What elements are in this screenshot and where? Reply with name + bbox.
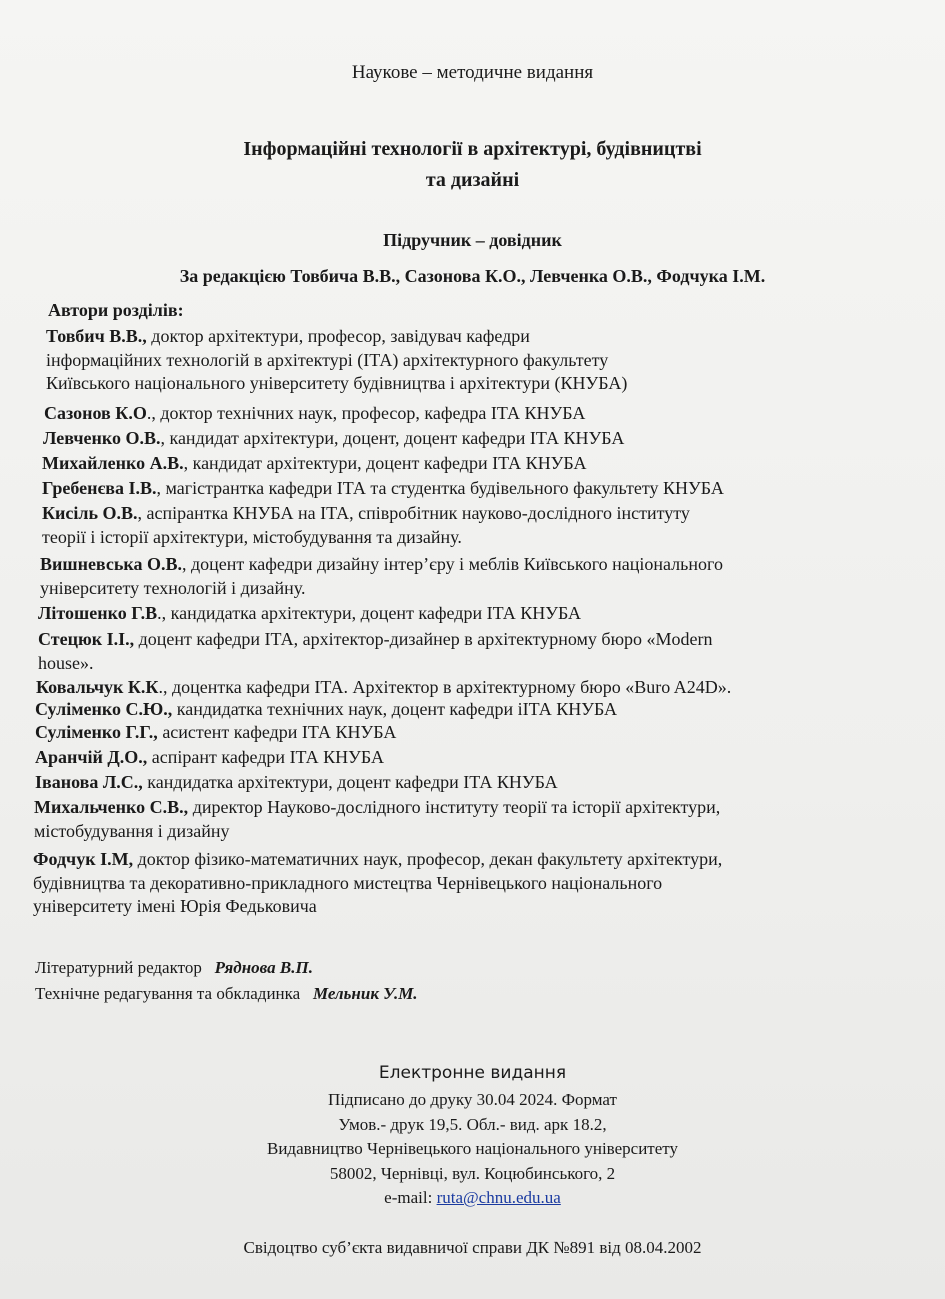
author-name: Фодчук І.М, xyxy=(33,849,134,869)
author-desc: , аспірантка КНУБА на ІТА, співробітник науково-дослідного інституту xyxy=(137,503,690,523)
author-desc: аспірант кафедри ІТА КНУБА xyxy=(147,747,385,767)
author-desc: кандидатка технічних наук, доцент кафедри іІТА КНУБА xyxy=(172,699,618,719)
author-desc: асистент кафедри ІТА КНУБА xyxy=(157,722,397,742)
author-name: Михайленко А.В. xyxy=(42,453,184,473)
literary-editor-line xyxy=(35,958,313,978)
author-entry xyxy=(33,848,722,919)
literary-editor-name: Ряднова В.П. xyxy=(214,958,313,977)
title-line-1: Інформаційні технології в архітектурі, будівництві xyxy=(243,138,702,160)
author-entry xyxy=(36,676,731,700)
author-name: Стецюк І.І., xyxy=(38,629,135,649)
author-desc-cont: будівництва та декоративно-прикладного мистецтва Чернівецького національного xyxy=(33,872,663,893)
pub-line: 58002, Чернівці, вул. Коцюбинського, 2 xyxy=(329,1163,616,1183)
author-name: Суліменко Г.Г., xyxy=(35,722,158,742)
author-name: Михальченко С.В., xyxy=(34,797,189,817)
publisher-certificate: Свідоцтво суб’єкта видавничої справи ДК №891 від 08.04.2002 xyxy=(243,1238,702,1257)
author-desc-cont: містобудування і дизайну xyxy=(34,820,230,841)
tech-editing-name: Мельник У.М. xyxy=(312,984,418,1003)
author-entry xyxy=(38,602,581,626)
email-label: e-mail: xyxy=(384,1188,437,1207)
author-name: Кисіль О.В. xyxy=(42,503,138,523)
tech-editing-line xyxy=(35,984,418,1004)
author-desc-cont: університету імені Юрія Федьковича xyxy=(33,896,317,916)
author-name: Товбич В.В., xyxy=(46,326,147,346)
author-name: Іванова Л.С., xyxy=(35,772,143,792)
author-name: Суліменко С.Ю., xyxy=(35,699,173,719)
author-entry xyxy=(40,553,723,600)
author-desc-cont: інформаційних технологій в архітектурі (ІТА) архітектурного факультету xyxy=(46,349,609,370)
author-entry xyxy=(42,477,724,501)
author-desc: доцент кафедри ІТА, архітектор-дизайнер в архітектурному бюро «Modern xyxy=(134,629,713,649)
author-entry xyxy=(35,746,384,770)
author-entry xyxy=(35,771,558,795)
author-desc-cont: house». xyxy=(38,652,94,673)
author-entry xyxy=(35,721,396,745)
email-link[interactable]: ruta@chnu.edu.ua xyxy=(436,1188,561,1207)
author-desc-cont: університету технологій і дизайну. xyxy=(40,577,306,598)
author-name: Ковальчук К.К xyxy=(36,677,159,697)
pub-line: Видавництво Чернівецького національного університету xyxy=(267,1139,678,1158)
author-desc: ., доктор технічних наук, професор, кафедра ІТА КНУБА xyxy=(146,403,586,423)
author-desc: кандидатка архітектури, доцент кафедри ІТА КНУБА xyxy=(142,772,558,792)
author-entry xyxy=(42,452,587,476)
author-name: Вишневська О.В. xyxy=(40,554,182,574)
author-entry xyxy=(42,502,690,549)
author-name: Літошенко Г.В xyxy=(38,603,158,623)
author-name: Аранчій Д.О., xyxy=(35,747,148,767)
author-desc: , кандидат архітектури, доцент, доцент кафедри ІТА КНУБА xyxy=(160,428,625,448)
author-desc: ., доцентка кафедри ІТА. Архітектор в архітектурному бюро «Buro A24D». xyxy=(158,677,732,697)
ebook-label: Електронне видання xyxy=(378,1063,567,1083)
authors-heading: Автори розділів: xyxy=(48,300,184,320)
literary-editor-label: Літературний редактор xyxy=(35,958,202,977)
author-entry xyxy=(35,698,617,722)
book-title xyxy=(0,134,945,196)
author-desc-cont: теорії і історії архітектури, містобудування та дизайну. xyxy=(42,526,462,547)
author-entry xyxy=(46,325,627,396)
author-desc: директор Науково-дослідного інституту теорії та історії архітектури, xyxy=(188,797,721,817)
series-label: Наукове – методичне видання xyxy=(351,62,594,83)
author-entry xyxy=(38,628,713,675)
author-desc: , доцент кафедри дизайну інтер’єру і меблів Київського національного xyxy=(182,554,723,574)
author-desc: доктор фізико-математичних наук, професор, декан факультету архітектури, xyxy=(133,849,723,869)
author-name: Сазонов К.О xyxy=(44,403,147,423)
publication-info xyxy=(0,1088,945,1211)
author-name: Гребенєва І.В. xyxy=(42,478,157,498)
author-entry xyxy=(44,402,585,426)
author-desc: , кандидат архітектури, доцент кафедри ІТА КНУБА xyxy=(183,453,587,473)
pub-line: Підписано до друку 30.04 2024. Формат xyxy=(328,1090,617,1109)
email-line xyxy=(0,1186,945,1211)
title-line-2: та дизайні xyxy=(425,169,520,191)
author-name: Левченко О.В. xyxy=(43,428,161,448)
editors-line: За редакцією Товбича В.В., Сазонова К.О., Левченка О.В., Фодчука І.М. xyxy=(179,266,766,286)
book-subtitle: Підручник – довідник xyxy=(383,230,562,250)
pub-line: Умов.- друк 19,5. Обл.- вид. арк 18.2, xyxy=(338,1114,607,1134)
tech-editing-label: Технічне редагування та обкладинка xyxy=(35,984,301,1003)
author-entry xyxy=(43,427,624,451)
author-desc: , магістрантка кафедри ІТА та студентка будівельного факультету КНУБА xyxy=(156,478,724,498)
author-entry xyxy=(34,796,720,843)
author-desc: доктор архітектури, професор, завідувач кафедри xyxy=(146,326,530,346)
author-desc: ., кандидатка архітектури, доцент кафедри ІТА КНУБА xyxy=(157,603,582,623)
author-desc-cont: Київського національного університету будівництва і архітектури (КНУБА) xyxy=(46,373,628,393)
